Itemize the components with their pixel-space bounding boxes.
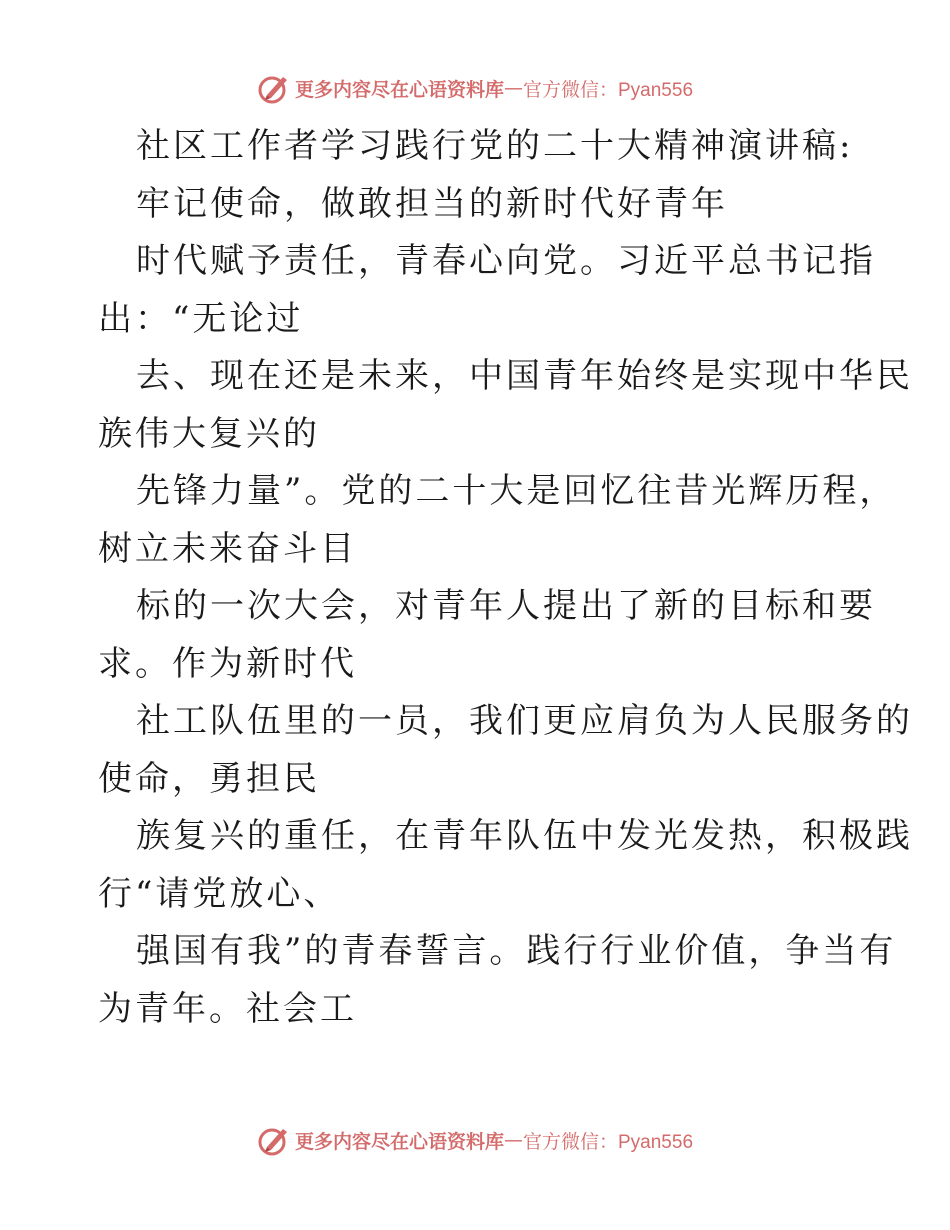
paragraph-line: 行“请党放心、 <box>98 873 341 914</box>
document-body <box>98 118 913 1038</box>
paragraph-line: 强国有我”的青春誓言。践行行业价值，争当有 <box>136 931 897 971</box>
paragraph-line: 社工队伍里的一员，我们更应肩负为人民服务的 <box>136 701 913 741</box>
paragraph-line: 使命，勇担民 <box>98 758 320 799</box>
banner-site-text: 更多内容尽在心语资料库 <box>294 78 504 101</box>
document-title-line: 社区工作者学习践行党的二十大精神演讲稿: <box>136 126 854 166</box>
paragraph-line: 去、现在还是未来，中国青年始终是实现中华民 <box>136 356 913 396</box>
banner-contact-text: 官方微信：Pyan556 <box>523 1131 694 1153</box>
paragraph-line: 族复兴的重任，在青年队伍中发光发热，积极践 <box>136 816 913 856</box>
writing-pen-logo-icon <box>257 1123 291 1157</box>
writing-pen-logo-icon <box>257 71 291 105</box>
banner-site-text: 更多内容尽在心语资料库 <box>294 1130 504 1153</box>
paragraph-line: 为青年。社会工 <box>98 988 357 1029</box>
paragraph-line: 标的一次大会，对青年人提出了新的目标和要 <box>136 586 876 626</box>
document-subtitle-line: 牢记使命，做敢担当的新时代好青年 <box>136 183 728 224</box>
footer-watermark-banner <box>0 1120 950 1160</box>
paragraph-line: 树立未来奋斗目 <box>98 528 357 569</box>
header-watermark-banner <box>0 68 950 108</box>
paragraph-line: 先锋力量”。党的二十大是回忆往昔光辉历程， <box>136 471 897 511</box>
banner-separator: — <box>504 1129 523 1151</box>
banner-separator: — <box>504 77 523 99</box>
banner-contact-text: 官方微信：Pyan556 <box>523 79 694 101</box>
paragraph-line: 时代赋予责任，青春心向党。习近平总书记指 <box>136 241 876 281</box>
paragraph-line: 出：“无论过 <box>98 298 304 339</box>
paragraph-line: 求。作为新时代 <box>98 643 357 684</box>
paragraph-line: 族伟大复兴的 <box>98 413 320 454</box>
